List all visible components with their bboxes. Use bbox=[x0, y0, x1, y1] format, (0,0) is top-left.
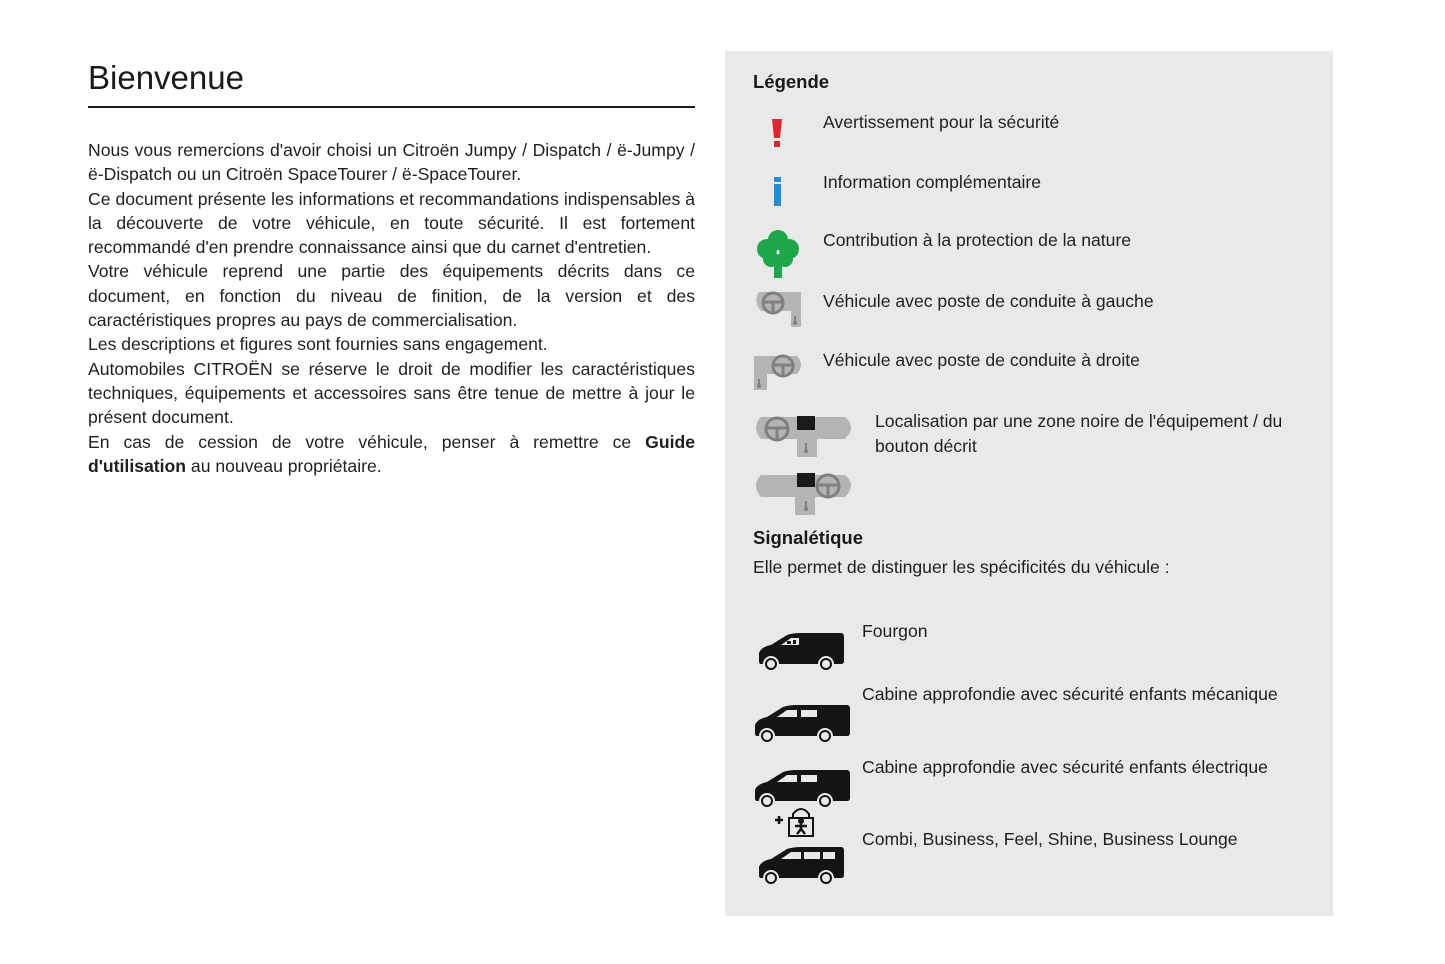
signage-label: Cabine approfondie avec sécurité enfants mécanique bbox=[862, 684, 1278, 704]
van-fourgon-icon bbox=[757, 631, 847, 673]
legend-label: Avertissement pour la sécurité bbox=[823, 112, 1060, 132]
signage-item-crew-cab-mechanical bbox=[753, 683, 1313, 743]
legend-label: Véhicule avec poste de conduite à gauche bbox=[823, 291, 1154, 311]
signage-label: Fourgon bbox=[862, 621, 928, 641]
legend-item-left-hand-drive bbox=[753, 289, 1313, 331]
paragraph: Ce document présente les informations et recommandations indispensables à la découverte de votre véhicule, en toute sécurité. Il est fortement recommandé d'en prendre connaissance ainsi que du carnet d'entretien. bbox=[88, 188, 695, 258]
legend-label: Information complémentaire bbox=[823, 172, 1042, 192]
title-divider bbox=[88, 106, 695, 108]
paragraph: Automobiles CITROËN se réserve le droit de modifier les caractéristiques techniques, équipements et accessoires sans être tenue de mettre à jour le présent document. bbox=[88, 358, 695, 428]
paragraph-text: En cas de cession de votre véhicule, penser à remettre ce bbox=[88, 431, 646, 452]
legend-item-warning bbox=[753, 113, 1313, 153]
paragraph-text: au nouveau propriétaire. bbox=[186, 455, 382, 476]
welcome-body bbox=[88, 138, 695, 478]
signage-label: Combi, Business, Feel, Shine, Business Lounge bbox=[862, 829, 1238, 849]
tree-icon bbox=[753, 227, 803, 282]
signage-item-fourgon bbox=[753, 619, 1313, 674]
welcome-section bbox=[88, 56, 695, 478]
legend-item-right-hand-drive bbox=[753, 348, 1313, 393]
legend-item-equipment-location bbox=[753, 409, 1313, 519]
legend-label: Contribution à la protection de la nature bbox=[823, 230, 1132, 250]
info-icon bbox=[753, 173, 803, 213]
legend-item-info bbox=[753, 173, 1313, 213]
legend-heading: Légende bbox=[753, 71, 830, 92]
paragraph: Votre véhicule reprend une partie des équipements décrits dans ce document, en fonction du niveau de finition, de la version et des caractéristiques propres au pays de commercialisation. bbox=[88, 261, 695, 331]
warning-exclamation-icon bbox=[753, 113, 803, 153]
legend-item-nature bbox=[753, 227, 1313, 282]
page-title: Bienvenue bbox=[88, 59, 244, 96]
dashboard-location-icon bbox=[753, 409, 857, 519]
legend-label: Véhicule avec poste de conduite à droite bbox=[823, 350, 1140, 370]
van-crew-cab-icon bbox=[753, 703, 853, 745]
van-crew-cab-child-lock-icon bbox=[753, 768, 853, 838]
legend-label: Localisation par une zone noire de l'équipement / du bouton décrit bbox=[875, 411, 1283, 456]
paragraph: Les descriptions et figures sont fournies sans engagement. bbox=[88, 334, 548, 355]
legend-panel bbox=[725, 51, 1333, 916]
paragraph-handover bbox=[88, 430, 695, 479]
van-combi-icon bbox=[757, 845, 847, 887]
right-hand-drive-icon bbox=[753, 348, 805, 393]
signage-subtitle: Elle permet de distinguer les spécificités du véhicule : bbox=[753, 557, 1170, 577]
left-hand-drive-icon bbox=[753, 289, 805, 331]
signage-heading: Signalétique bbox=[753, 527, 863, 548]
signage-item-combi bbox=[753, 829, 1313, 889]
paragraph: Nous vous remercions d'avoir choisi un Citroën Jumpy / Dispatch / ë-Jumpy / ë-Dispatch ou un Citroën SpaceTourer / ë-SpaceTourer. bbox=[88, 140, 695, 185]
guide-name-bold: Guide d'utilisation bbox=[88, 431, 695, 476]
signage-label: Cabine approfondie avec sécurité enfants électrique bbox=[862, 757, 1268, 777]
